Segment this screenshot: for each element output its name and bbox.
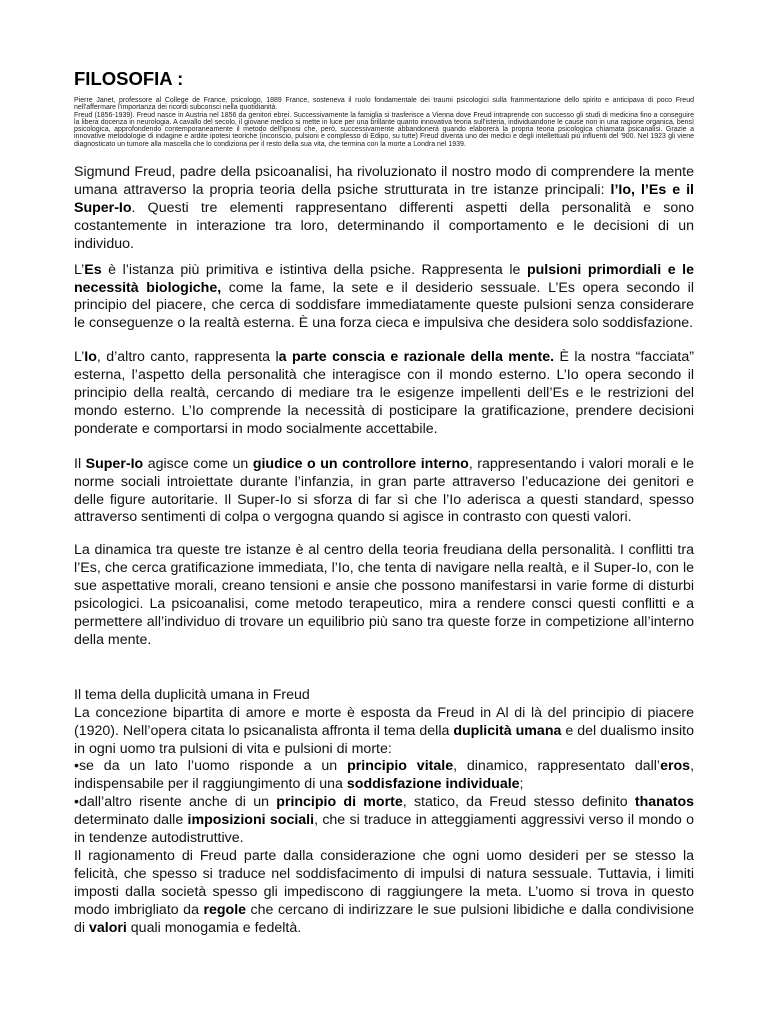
text-run: La concezione bipartita di amore e morte è esposta da Freud in Al di là del principio di piacere (1920). Nell’opera citata lo psicanalista affronta il tema della	[74, 704, 694, 739]
bold-text-run: principio di morte	[276, 794, 403, 811]
paragraph-super-io	[74, 456, 694, 528]
paragraph-conclusion	[74, 848, 694, 938]
bold-text-run: thanatos	[634, 794, 694, 811]
bold-text-run: a parte conscia e razionale della mente.	[278, 349, 555, 366]
text-run: e del dualismo insito in ogni uomo tra pulsioni di vita e pulsioni di morte:	[74, 722, 694, 757]
note-janet: Pierre Janet, professore al College de France, psicologo, 1889 France, sosteneva il ruolo fondamentale dei traumi psicologici sulla frammentazione dello spirito e anticipava di poco Freud nell'affermare l'importanza dei ricordi subconsci nella quotidianità.	[74, 97, 694, 112]
paragraph-duplicity-intro	[74, 705, 694, 759]
paragraph-io	[74, 349, 694, 439]
bold-text-run: l’Io, l’Es e il Super-Io	[74, 181, 695, 216]
note-freud-biography: Freud (1856-1939). Freud nasce in Austria nel 1856 da genitori ebrei. Successivamente la famiglia si trasferisce a Vienna dove Freud intraprende con successo gli studi di medicina fino a conseguire la libera docenza in neurologia. A cavallo del secolo, il giovane medico si mette in luce per una brillante quanto innovativa teoria sull'isteria, individuandone le cause non in una ragione organica, bensì psicologica, approfondendo contemporaneamente il metodo dell'ipnosi che, però, successivamente abbandonerà quando elaborerà la propria teoria psicologica chiamata psicanalisi. Grazie a innovative metodologie di indagine e ardite ipotesi teoriche (inconscio, pulsioni e complesso di Edipo, su tutte) Freud diventa uno dei medici e degli intellettuali più influenti del '900. Nel 1923 gli viene diagnosticato un tumore alla mascella che lo condiziona per il resto della sua vita, che termina con la morte a Londra nel 1939.	[74, 111, 694, 148]
text-run: , dinamico, rappresentato dall’	[453, 758, 661, 775]
bold-text-run: Io	[84, 349, 97, 366]
bold-text-run: eros	[660, 758, 691, 775]
text-run: La dinamica tra queste tre istanze è al centro della teoria freudiana della personalità. I conflitti tra l’Es, che cerca gratificazione immediata, l’Io, che tenta di navigare nella realtà, e il Super-Io, con le sue aspettative morali, creano tensioni e ansie che possono manifestarsi in varie forme di disturbi psicologici. La psicoanalisi, come metodo terapeutico, mira a rendere consci questi conflitti e a permettere all’individuo di trovare un equilibrio più sano tra queste forze in competizione all’interno della mente.	[74, 542, 694, 648]
bold-text-run: Super-Io	[85, 455, 144, 472]
bold-text-run: pulsioni primordiali e le necessità biologiche,	[74, 261, 694, 296]
bold-text-run: duplicità umana	[453, 722, 562, 739]
bold-text-run: Es	[84, 261, 102, 278]
text-run: è l’istanza più primitiva e istintiva della psiche. Rappresenta le	[101, 261, 527, 278]
text-run: , statico, da Freud stesso definito	[402, 794, 635, 811]
bold-text-run: principio vitale	[347, 758, 454, 775]
biographical-notes	[74, 97, 694, 148]
text-run: Sigmund Freud, padre della psicoanalisi, ha rivoluzionato il nostro modo di comprendere la mente umana attraverso la propria teoria della psiche strutturata in tre istanze principali:	[74, 164, 694, 198]
bullet-eros	[74, 758, 694, 794]
text-run: •dall’altro risente anche di un	[74, 794, 277, 811]
bold-text-run: valori	[88, 919, 127, 936]
text-run: Il	[74, 455, 86, 472]
text-run: , indispensabile per il raggiungimento di una	[74, 758, 695, 793]
text-run: •se da un lato l’uomo risponde a un	[74, 758, 348, 775]
text-run: L’	[74, 349, 85, 366]
text-run: . Questi tre elementi rappresentano differenti aspetti della personalità e sono costantemente in interazione tra loro, determinando il comportamento e le decisioni di un individuo.	[74, 199, 694, 252]
text-run: L’	[74, 261, 85, 278]
bold-text-run: soddisfazione individuale	[346, 776, 520, 793]
bullet-thanatos	[74, 794, 694, 848]
bold-text-run: imposizioni sociali	[187, 812, 315, 829]
text-run: È la nostra “facciata” esterna, l’aspetto della personalità che interagisce con il mondo esterno. L’Io opera secondo il principio della realtà, cercando di mediare tra le esigenze impellenti dell’Es e le restrizioni del mondo esterno. L’Io comprende la necessità di posticipare la gratificazione, prendere decisioni ponderate e comportarsi in modo socialmente accettabile.	[74, 349, 694, 437]
text-run: , che si traduce in atteggiamenti aggressivi verso il mondo o in tendenze autodistruttive.	[74, 812, 694, 847]
text-run: , rappresentando i valori morali e le norme sociali introiettate durante l’infanzia, in gran parte attraverso l’educazione dei genitori e delle figure autoritarie. Il Super-Io si sforza di far sì che l’Io aderisca a questi standard, spesso attraverso sentimenti di colpa o vergogna quando si agisce in contrasto con questi valori.	[74, 455, 694, 526]
text-run: che cercano di indirizzare le sue pulsioni libidiche e dalla condivisione di	[74, 901, 694, 936]
text-run: ;	[519, 776, 524, 793]
document-page	[74, 68, 694, 938]
paragraph-dynamics	[74, 542, 694, 649]
paragraph-es	[74, 262, 694, 334]
bold-text-run: giudice o un controllore interno	[252, 455, 469, 472]
text-run: quali monogamia e fedeltà.	[126, 919, 302, 936]
text-run: Il ragionamento di Freud parte dalla considerazione che ogni uomo desideri per se stesso la felicità, che spesso si traduce nel soddisfacimento di impulsi di natura sessuale. Tuttavia, i limiti imposti dalla società spesso gli impediscono di raggiungere la meta. L’uomo si trova in questo modo imbrigliato da	[74, 847, 694, 918]
text-run: determinato dalle	[74, 812, 188, 829]
paragraph-introduction	[74, 164, 694, 254]
text-run: , d’altro canto, rappresenta l	[96, 349, 279, 366]
text-run: agisce come un	[143, 455, 253, 472]
section-heading: Il tema della duplicità umana in Freud	[74, 686, 310, 703]
bold-text-run: regole	[203, 901, 247, 918]
page-title: FILOSOFIA :	[74, 68, 184, 89]
text-run: come la fame, la sete e il desiderio sessuale. L’Es opera secondo il principio del piacere, che cerca di soddisfare immediatamente queste pulsioni senza considerare le conseguenze o la realtà esterna. È una forza cieca e impulsiva che desidera solo soddisfazione.	[74, 279, 694, 332]
